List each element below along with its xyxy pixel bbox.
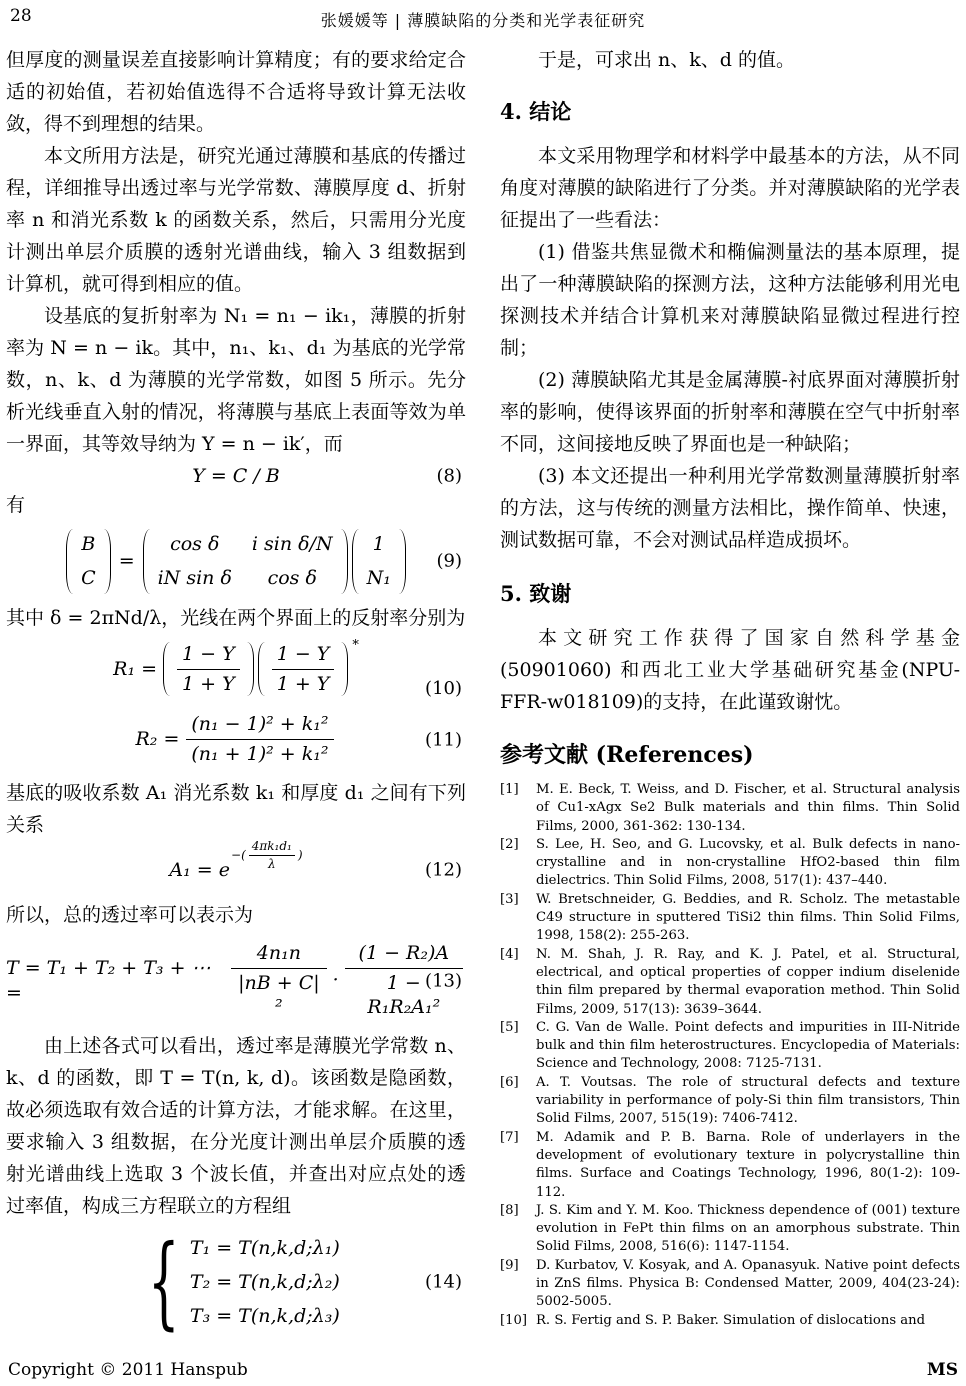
equation-12 (6, 838, 466, 887)
left-paren (66, 529, 73, 594)
reference-text: N. M. Shah, J. R. Ray, and K. J. Patel, et al. Structural, electrical, and optical properties of copper indium diselenide thin film prepared by thermal evaporation method. Thin Solid Films, 2009, 517(13): 3639–3644. (536, 946, 960, 1017)
equation-number: (11) (425, 728, 462, 750)
paragraph: 所以，总的透过率可以表示为 (6, 904, 254, 926)
reference-number: [5] (500, 1019, 519, 1035)
paragraph: 本文研究工作获得了国家自然科学基金(50901060) 和西北工业大学基础研究基金(NPU-FFR-w018109)的支持，在此谨致谢忱。 (500, 627, 960, 713)
copyright-notice: Copyright © 2011 Hanspub (8, 1360, 248, 1380)
fraction-numerator: (1 − R₂)A (345, 941, 463, 969)
reference-item (500, 891, 960, 946)
right-paren (399, 529, 406, 594)
fraction-numerator: (n₁ − 1)² + k₁² (186, 712, 333, 740)
equals-sign: = (118, 550, 135, 573)
right-paren (247, 642, 254, 696)
paragraph: 但厚度的测量误差直接影响计算精度；有的要求给定合适的初始值，若初始值选得不合适将导致计算无法收敛，得不到理想的结果。 (6, 49, 466, 135)
exponent (231, 839, 303, 873)
reference-number: [2] (500, 836, 519, 852)
system-line: T₂ = T(n,k,d;λ₂) (189, 1271, 340, 1294)
right-paren (341, 642, 348, 696)
reference-text: C. G. Van de Walle. Point defects and impurities in III-Nitride bulk and thin film heterostructures. Encyclopedia of Materials: Science and Technology, 2008: 7125-7131. (536, 1019, 960, 1072)
paragraph: 由上述各式可以看出，透过率是薄膜光学常数 n、k、d 的函数，即 T = T(n, k, d)。该函数是隐函数，故必须选取有效合适的计算方法，才能求解。在这里，要求输入 3 组数据，在分光度计测出单层介质膜的透射光谱曲线上选取 3 个波长值，并查出对应点处的透过率值，构成三方程联立的方程组 (6, 1035, 466, 1218)
equation-base: A₁ = e (169, 858, 231, 881)
exponent-minus: −( (231, 848, 246, 863)
system-line: T₃ = T(n,k,d;λ₃) (189, 1305, 340, 1328)
paragraph: 基底的吸收系数 A₁ 消光系数 k₁ 和厚度 d₁ 之间有下列关系 (6, 781, 466, 836)
reference-text: D. Kurbatov, V. Kosyak, and A. Opanasyuk. Native point defects in ZnS films. Physica B: Condensed Matter, 2009, 404(23-24): 5002-5005. (536, 1257, 960, 1310)
matrix-cell: cos δ (170, 532, 220, 555)
reference-text: S. Lee, H. Seo, and G. Lucovsky, et al. Bulk defects in nano-crystalline and in non-crystalline HfO2-based thin film dielectrics. Thin Solid Films, 2008, 517(1): 437–440. (536, 836, 960, 889)
reference-list (500, 781, 960, 1330)
left-paren (163, 642, 170, 696)
reference-item (500, 1257, 960, 1312)
fraction-numerator: 4πk₁d₁ (249, 839, 295, 857)
page-number: 28 (10, 6, 32, 26)
reference-text: M. Adamik and P. B. Barna. Role of underlayers in the development of evolutionary texture in polycrystalline thin films. Surface and Coatings Technology, 1996, 80(1-2): 109-112. (536, 1129, 960, 1200)
reference-number: [7] (500, 1129, 519, 1145)
section-heading-conclusion: 4. 结论 (500, 99, 572, 124)
have-label: 有 (6, 493, 26, 516)
reference-text: A. T. Voutsas. The role of structural defects and texture variability in performance of poly-Si thin film transistors, Thin Solid Films, 2007, 515(19): 7406-7412. (536, 1074, 960, 1127)
vector-element: N₁ (366, 567, 391, 590)
multiplication-dot: · (332, 969, 339, 992)
vector-element: C (81, 567, 96, 590)
reference-item (500, 1312, 960, 1330)
paragraph: 本文采用物理学和材料学中最基本的方法，从不同角度对薄膜的缺陷进行了分类。并对薄膜缺陷的光学表征提出了一些看法： (500, 145, 960, 231)
equation-number: (12) (425, 859, 462, 881)
equation-lhs: T = T₁ + T₂ + T₃ + ⋯ = (6, 956, 211, 1004)
reference-number: [9] (500, 1257, 519, 1273)
journal-code: MS (926, 1360, 958, 1380)
vector-element: 1 (372, 532, 385, 555)
reference-item (500, 836, 960, 891)
conclusion-point-3: (3) 本文还提出一种利用光学常数测量薄膜折射率的方法，这与传统的测量方法相比，操作简单、快速，测试数据可靠，不会对测试品样造成损坏。 (500, 465, 960, 551)
equation-number: (8) (436, 465, 462, 487)
exponent-close: ) (297, 848, 303, 863)
reference-number: [1] (500, 782, 519, 797)
running-title: 张媛媛等 | 薄膜缺陷的分类和光学表征研究 (320, 11, 646, 30)
fraction-numerator: 4n₁n (231, 941, 326, 969)
paragraph: 于是，可求出 n、k、d 的值。 (538, 49, 795, 71)
fraction-denominator: 1 − R₁R₂A₁² (367, 971, 441, 1019)
reference-item (500, 1019, 960, 1074)
equation-14 (6, 1223, 466, 1341)
equation-number: (9) (436, 550, 462, 572)
paragraph: 设基底的复折射率为 N₁ = n₁ − ik₁，薄膜的折射率为 N = n − ik。其中，n₁、k₁、d₁ 为基底的光学常数，n、k、d 为薄膜的光学常数，如图 5 所示。先分析光线垂直入射的情况，将薄膜与基底上表面等效为单一界面，其等效导纳为 Y = n − ik′，而 (6, 305, 466, 455)
equation-11 (6, 712, 466, 766)
paragraph: 其中 δ = 2πNd/λ，光线在两个界面上的反射率分别为 (6, 607, 466, 630)
section-heading-acknowledgement: 5. 致谢 (500, 581, 572, 606)
equation-lhs: R₂ = (135, 728, 180, 751)
conjugate-star: * (352, 638, 359, 654)
section-heading-references: 参考文献 (References) (500, 742, 754, 768)
reference-text: J. S. Kim and Y. M. Koo. Thickness dependence of (001) texture evolution in FePt thin films on an amorphous substrate. Thin Solid Films, 2008, 516(6): 1147-1154. (536, 1202, 960, 1255)
left-paren (143, 529, 150, 594)
right-paren (104, 529, 111, 594)
equation-number: (14) (425, 1271, 462, 1293)
fraction-denominator: 1 + Y (276, 672, 330, 695)
equation-lhs: R₁ = (113, 657, 158, 680)
matrix-cell: cos δ (267, 567, 317, 590)
reference-text: R. S. Fertig and S. P. Baker. Simulation of dislocations and (536, 1312, 926, 1328)
right-paren (341, 529, 348, 594)
equation-13 (6, 941, 466, 1020)
left-brace: { (148, 1223, 180, 1341)
matrix-cell: i sin δ/N (251, 532, 333, 555)
paragraph: 本文所用方法是，研究光通过薄膜和基底的传播过程，详细推导出透过率与光学常数、薄膜厚度 d、折射率 n 和消光系数 k 的函数关系，然后，只需用分光度计测出单层介质膜的透射光谱曲线，输入 3 组数据到计算机，就可得到相应的值。 (6, 145, 466, 295)
fraction-denominator: (n₁ + 1)² + k₁² (191, 743, 329, 766)
reference-text: W. Bretschneider, G. Beddies, and R. Scholz. The metastable C49 structure in sputtered TiSi2 thin films. Thin Solid Films, 1998, 158(2): 255-263. (536, 891, 960, 944)
reference-number: [10] (500, 1312, 528, 1328)
equation-8 (6, 464, 466, 489)
fraction-numerator: 1 − Y (177, 642, 240, 670)
reference-item (500, 1129, 960, 1202)
left-paren (352, 529, 359, 594)
equation-10 (6, 638, 466, 700)
reference-number: [3] (500, 891, 519, 907)
equation-number: (13) (425, 969, 462, 991)
reference-number: [6] (500, 1074, 519, 1090)
reference-item (500, 946, 960, 1019)
reference-number: [8] (500, 1202, 519, 1218)
fraction-denominator: 1 + Y (182, 672, 235, 695)
reference-item (500, 1074, 960, 1129)
equation-body: Y = C / B (192, 465, 280, 487)
left-column (6, 44, 466, 1341)
reference-number: [4] (500, 946, 519, 962)
system-line: T₁ = T(n,k,d;λ₁) (189, 1237, 340, 1260)
vector-element: B (81, 532, 96, 555)
reference-text: M. E. Beck, T. Weiss, and D. Fischer, et al. Structural analysis of Cu1-xAgx Se2 Bulk materials and thin films. Thin Solid Films, 2000, 361-362: 130-134. (536, 782, 960, 834)
reference-item (500, 781, 960, 836)
conclusion-point-1: (1) 借鉴共焦显微术和椭偏测量法的基本原理，提出了一种薄膜缺陷的探测方法，这种方法能够利用光电探测技术并结合计算机来对薄膜缺陷显微过程进行控制； (500, 241, 960, 359)
fraction-denominator: λ (268, 857, 276, 872)
matrix-cell: iN sin δ (157, 567, 232, 590)
equation-9 (6, 529, 466, 594)
conclusion-point-2: (2) 薄膜缺陷尤其是金属薄膜-衬底界面对薄膜折射率的影响，使得该界面的折射率和薄膜在空气中折射率不同，这间接地反映了界面也是一种缺陷； (500, 369, 960, 455)
reference-item (500, 1202, 960, 1257)
fraction-numerator: 1 − Y (272, 642, 335, 670)
left-paren (258, 642, 265, 696)
fraction-denominator: |nB + C|² (238, 971, 320, 1019)
equation-number: (10) (425, 678, 462, 700)
right-column (500, 44, 960, 1330)
